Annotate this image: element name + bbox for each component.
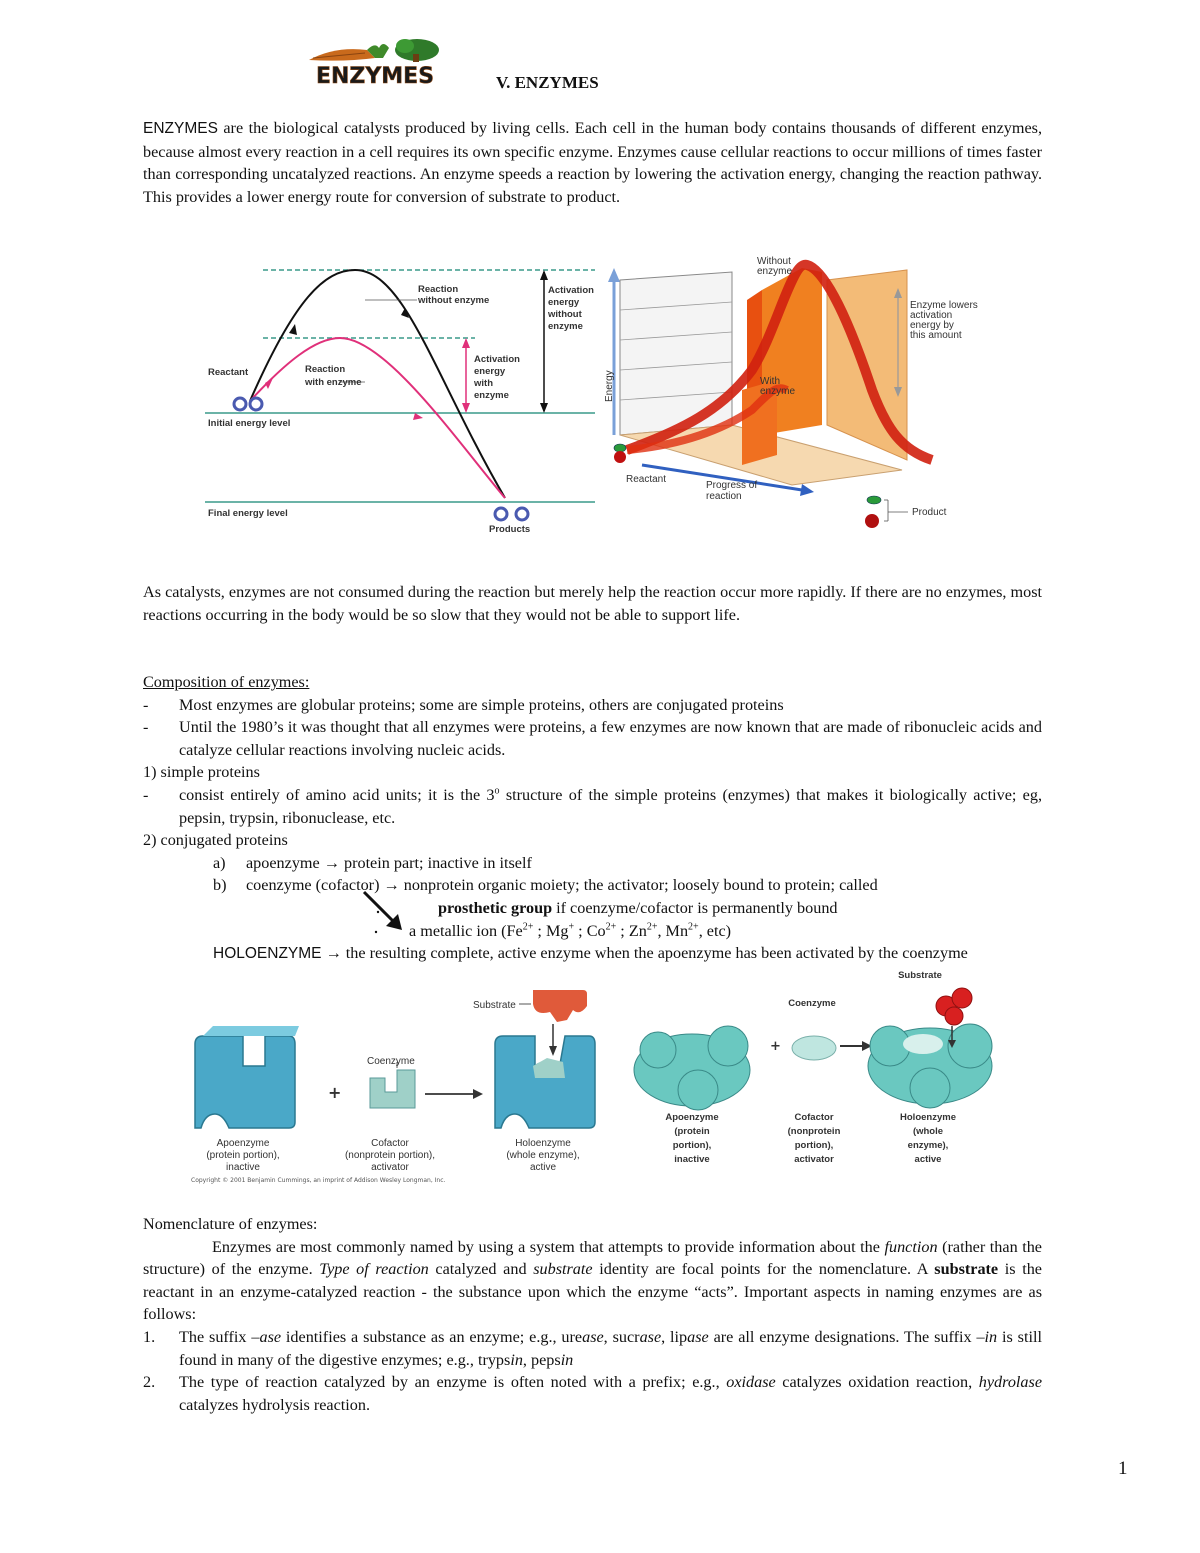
composition-section [143,671,1042,966]
intro-text: are the biological catalysts produced by living cells. Each cell in the human body contains thousands of different enzymes, because almost every reaction in a cell requires its own specific enzyme. Enzymes cause cellular reactions to occur millions of times faster than corresponding uncatalyzed reactions. An enzyme speeds a reaction by lowering the activation energy, changing the reaction pathway. This provides a lower energy route for conversion of substrate to product. [143,119,1042,206]
fig4-holo-4: active [914,1154,942,1165]
reaction-with-label-1: Reaction [305,364,346,375]
lowers-2: activation [910,310,953,321]
svg-text:+: + [770,1039,781,1054]
prosthetic-line: prosthetic group if coenzyme/cofactor is permanently bound [438,898,838,917]
fig3-coenzyme-label: Coenzyme [367,1056,415,1067]
substrate-molecule-icon [936,988,972,1025]
activation-without-3: without [548,309,582,320]
lowers-4: this amount [910,330,962,341]
progress-1: Progress of [706,480,758,491]
nomenclature-paragraph: Enzymes are most commonly named by using a system that attempts to provide information about the function (rather than the structure) of the enzyme. Type of reaction catalyzed and substrate identity are focal points for the nomenclature. A substrate is the reactant in an enzyme-catalyzed reaction - the substance upon which the enzyme “acts”. Important aspects in naming enzymes are as follows: [143,1237,1042,1324]
page-number: 1 [1118,1458,1128,1479]
fig4-cof-2: (nonprotein [787,1126,841,1137]
fig3-apo-3: inactive [226,1162,260,1173]
without-enzyme-2: enzyme [757,266,793,277]
fig3-holo-3: active [529,1162,557,1173]
activation-without-4: enzyme [548,321,583,332]
nomenclature-heading: Nomenclature of enzymes: [143,1215,318,1233]
fig3-copyright: Copyright © 2001 Benjamin Cummings, an imprint of Addison Wesley Longman, Inc. [191,1177,446,1184]
with-enzyme-1: With [760,376,780,387]
reaction-with-label-2: with enzyme [305,377,362,388]
fig3-cof-3: activator [371,1162,409,1173]
energy-3d-diagram [602,250,994,535]
fig3-substrate-label: Substrate [473,1000,516,1011]
composition-bullet-2: - Until the 1980’s it was thought that all enzymes were proteins, a few enzymes are now known that are made of ribonucleic acids and catalyze cellular reactions involving nucleic acids. [143,718,1042,759]
metallic-ion-line: a metallic ion ($Fe^{2+}$ ; Mg+ ; $Co^{2+}$ ; $Zn^{2+}$, $Mn^{2+}$, etc) [409,921,732,940]
coenzyme-item: b) coenzyme (cofactor) → nonprotein organic moiety; the activator; loosely bound to protein; called [213,876,878,895]
conjugated-proteins-heading: 2) conjugated proteins [143,831,288,850]
fig3-cof-2: (nonprotein portion), [344,1150,436,1161]
page-title: V. ENZYMES [496,73,599,92]
branch-arrow-icon [360,888,410,938]
reactant-3d-label: Reactant [626,474,667,485]
fig4-cof-1: Cofactor [794,1112,834,1123]
reactant-molecules-icon [234,398,262,410]
simple-proteins-heading: 1) simple proteins [143,763,260,782]
fig4-holo-2: (whole [912,1126,944,1137]
fig4-apo-1: Apoenzyme [665,1112,719,1123]
activation-with-2: energy [474,366,506,377]
fig3-apo-2: (protein portion), [206,1150,280,1161]
reaction-without-label: Reaction [418,284,459,295]
product-molecules-icon [495,508,528,520]
carrot-tree-logo-icon [305,36,445,88]
nomenclature-section [143,1213,1042,1416]
holoenzyme-line: HOLOENZYME → the resulting complete, active enzyme when the apoenzyme has been activated by the coenzyme [213,944,968,963]
fig3-holo-2: (whole enzyme), [506,1150,580,1161]
fig3-apo-1: Apoenzyme [216,1138,270,1149]
enzymes-logo [305,36,445,88]
activation-with-3: with [474,378,493,389]
fig4-holo-1: Holoenzyme [900,1112,956,1123]
product-3d-label: Product [912,507,947,518]
reactant-ball-icon [614,444,626,463]
svg-text:+: + [328,1083,342,1102]
fig4-apo-3: portion), [672,1140,712,1151]
energy-diagram [205,258,605,540]
holoenzyme-schematic [185,986,625,1186]
fig3-holo-1: Holoenzyme [515,1138,571,1149]
reaction-without-label-2: without enzyme [418,295,490,306]
fig3-cof-1: Cofactor [371,1138,409,1149]
activation-with-4: enzyme [474,390,509,401]
fig4-substrate-label: Substrate [898,970,942,981]
intro-lead: ENZYMES [143,120,218,137]
initial-energy-label: Initial energy level [208,418,291,429]
activation-with-1: Activation [474,354,520,365]
fig4-coenzyme-label: Coenzyme [788,998,836,1009]
product-ball-icon [865,496,881,528]
lowers-3: energy by [910,320,954,331]
holoenzyme-molecular [628,962,1008,1172]
simple-proteins-bullet: - consist entirely of amino acid units; it is the 3$^o$ structure of the simple proteins (enzymes) that makes it biologically active; eg, pepsin, trypsin, ribonuclease, etc. [143,785,1042,827]
with-enzyme-2: enzyme [760,386,796,397]
lowers-1: Enzyme lowers [910,300,978,311]
energy-axis-label: Energy [604,370,615,402]
apoenzyme-item: a) apoenzyme → protein part; inactive in itself [213,853,532,872]
nomenclature-item-2: 2. The type of reaction catalyzed by an enzyme is often noted with a prefix; e.g., oxidase catalyzes oxidation reaction, hydrolase catalyzes hydrolysis reaction. [143,1373,1043,1414]
activation-without-1: Activation [548,285,594,296]
fig4-apo-2: (protein [674,1126,710,1137]
products-label: Products [489,524,531,535]
intro-paragraph [143,117,1042,208]
composition-heading: Composition of enzymes: [143,673,310,691]
fig4-holo-3: enzyme), [907,1140,949,1151]
without-enzyme-1: Without [757,256,791,267]
nomenclature-item-1: 1. The suffix –ase identifies a substance as an enzyme; e.g., urease, sucrase, lipase are all enzyme designations. The suffix –in is still found in many of the digestive enzymes; e.g., trypsin, pepsin [143,1327,1042,1369]
composition-bullet-1: - Most enzymes are globular proteins; some are simple proteins, others are conjugated proteins [143,695,784,714]
reactant-label: Reactant [208,367,249,378]
logo-text: ENZYMES [315,64,435,88]
fig4-apo-4: inactive [674,1154,710,1165]
fig4-cof-4: activator [794,1154,834,1165]
progress-2: reaction [706,491,742,502]
fig4-cof-3: portion), [794,1140,834,1151]
final-energy-label: Final energy level [208,508,288,519]
catalysts-paragraph: As catalysts, enzymes are not consumed during the reaction but merely help the reaction occur more rapidly. If there are no enzymes, most reactions occurring in the body would be so slow that they would not be able to support life. [143,583,1042,624]
activation-without-2: energy [548,297,580,308]
